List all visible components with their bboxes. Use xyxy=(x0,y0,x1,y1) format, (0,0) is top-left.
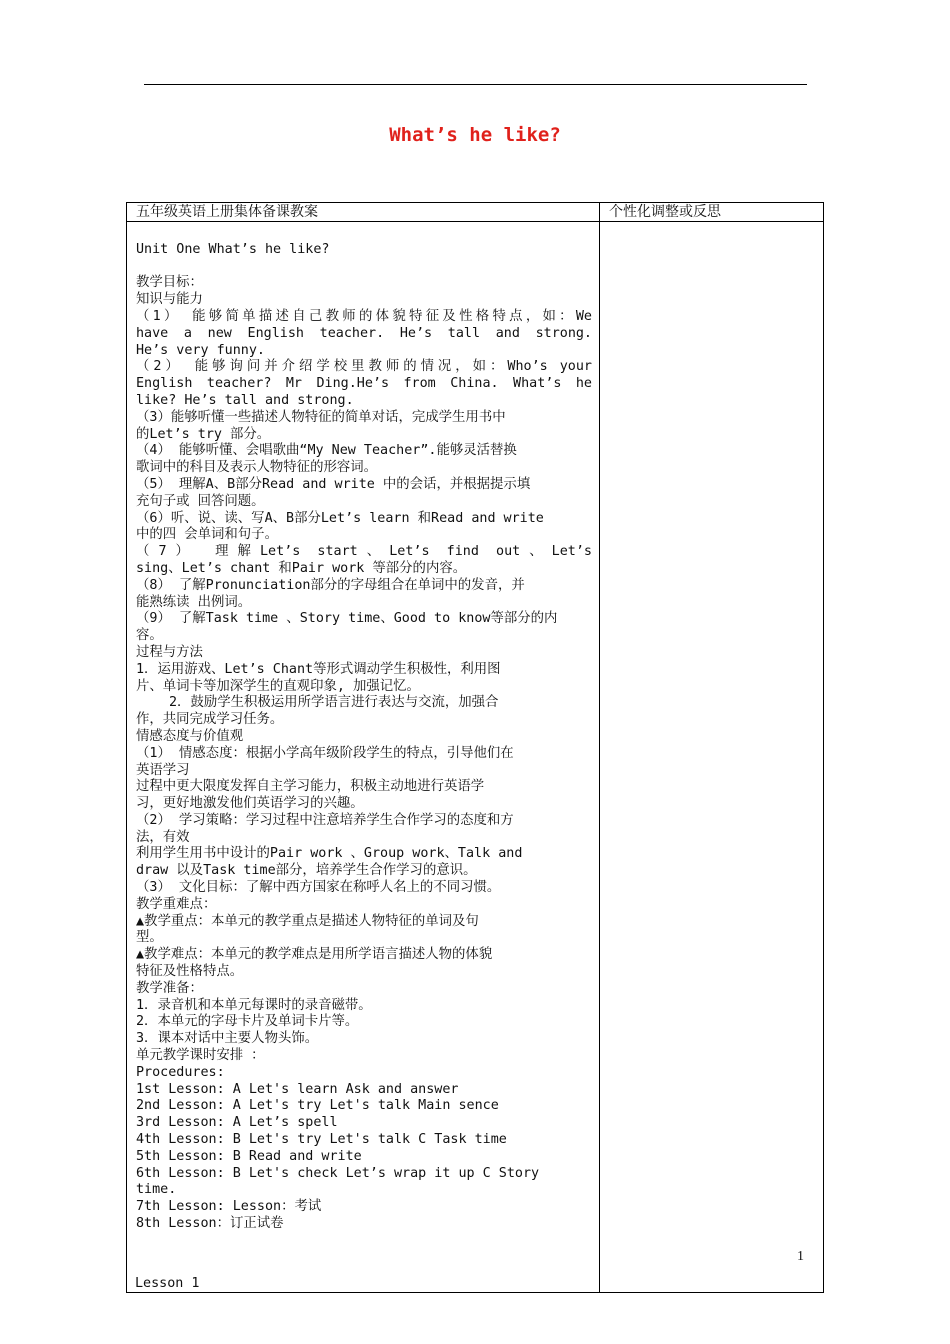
text-line: He’s very funny. xyxy=(136,342,265,358)
table-header-reflection: 个性化调整或反思 xyxy=(609,204,721,220)
text-line: Procedures: xyxy=(136,1064,225,1080)
document-title: What’s he like? xyxy=(389,124,561,146)
text-line: （7） 理解Let’s start、Let’s find out、Let’s xyxy=(136,544,592,560)
text-line: 8th Lesson：订正试卷 xyxy=(136,1216,284,1232)
text-line: （4） 能够听懂、会唱歌曲“My New Teacher”.能够灵活替换 xyxy=(136,443,517,459)
text-line: （8） 了解Pronunciation部分的字母组合在单词中的发音，并 xyxy=(136,577,525,593)
text-line: 3rd Lesson: A Let’s spell xyxy=(136,1115,338,1131)
text-line: 教学准备： xyxy=(136,980,203,996)
text-line: 过程与方法 xyxy=(136,644,203,660)
text-line: 6th Lesson: B Let's check Let’s wrap it up C Story xyxy=(136,1165,540,1181)
lesson-1-heading: Lesson 1 xyxy=(135,1276,200,1291)
text-line: （2） 学习策略：学习过程中注意培养学生合作学习的态度和方 xyxy=(136,812,514,828)
page-number: 1 xyxy=(797,1249,804,1264)
text-line: 2．鼓励学生积极运用所学语言进行表达与交流，加强合 xyxy=(169,695,499,711)
text-line: 能熟练读 出例词。 xyxy=(136,594,252,610)
text-line: （2） 能够询问并介绍学校里教师的情况，如：Who’s your xyxy=(136,359,592,375)
text-line: ▲教学难点：本单元的教学难点是用所学语言描述人物的体貌 xyxy=(136,947,493,963)
text-line: （3）能够听懂一些描述人物特征的简单对话，完成学生用书中 xyxy=(136,409,506,425)
text-line: （3） 文化目标：了解中西方国家在称呼人名上的不同习惯。 xyxy=(136,880,501,896)
text-line: like? He’s tall and strong. xyxy=(136,392,354,408)
text-line: 作，共同完成学习任务。 xyxy=(136,712,284,728)
text-line: have a new English teacher. He’s tall and strong. xyxy=(136,325,592,341)
text-line: 3．课本对话中主要人物头饰。 xyxy=(136,1031,319,1047)
header-divider xyxy=(127,221,823,222)
text-line: 5th Lesson: B Read and write xyxy=(136,1148,362,1164)
text-line: 型。 xyxy=(136,930,163,946)
text-line: 英语学习 xyxy=(136,762,190,778)
text-line: 知识与能力 xyxy=(136,292,203,308)
text-line: 过程中更大限度发挥自主学习能力，积极主动地进行英语学 xyxy=(136,779,485,795)
text-line: time. xyxy=(136,1182,177,1198)
text-line: 利用学生用书中设计的Pair work 、Group work、Talk and xyxy=(136,846,523,862)
text-line: 容。 xyxy=(136,628,163,644)
header-rule xyxy=(144,84,807,85)
text-line: （5） 理解A、B部分Read and write 中的会话，并根据提示填 xyxy=(136,476,531,492)
text-line: English teacher? Mr Ding.He’s from China. What’s he xyxy=(136,376,592,392)
text-line: draw 以及Task time部分，培养学生合作学习的意识。 xyxy=(136,863,477,879)
text-line: 1．运用游戏、Let’s Chant等形式调动学生积极性，利用图 xyxy=(136,661,501,677)
text-line: （1） 能够简单描述自己教师的体貌特征及性格特点，如：We xyxy=(136,308,592,324)
lesson-plan-table xyxy=(126,202,824,1293)
text-line: 法，有效 xyxy=(136,829,190,845)
text-line: 单元教学课时安排 ： xyxy=(136,1048,265,1064)
text-line: 2nd Lesson: A Let's try Let's talk Main sence xyxy=(136,1098,499,1114)
text-line: （6）听、说、读、写A、B部分Let’s learn 和Read and write xyxy=(136,510,544,526)
text-line: 充句子或 回答问题。 xyxy=(136,493,265,509)
unit-title: Unit One What’s he like? xyxy=(136,241,330,257)
text-line: 特征及性格特点。 xyxy=(136,964,244,980)
text-line: 2．本单元的字母卡片及单词卡片等。 xyxy=(136,1014,359,1030)
text-line: 歌词中的科目及表示人物特征的形容词。 xyxy=(136,460,378,476)
text-line: 教学重难点： xyxy=(136,896,217,912)
text-line: （1） 情感态度：根据小学高年级阶段学生的特点，引导他们在 xyxy=(136,745,514,761)
text-line: 中的四 会单词和句子。 xyxy=(136,527,278,543)
text-line: ▲教学重点：本单元的教学重点是描述人物特征的单词及句 xyxy=(136,913,479,929)
text-line: 教学目标： xyxy=(136,275,203,291)
text-line: （9） 了解Task time 、Story time、Good to know等部分的内 xyxy=(136,611,558,627)
text-line: 1．录音机和本单元每课时的录音磁带。 xyxy=(136,997,372,1013)
text-line: 4th Lesson: B Let's try Let's talk C Task time xyxy=(136,1132,507,1148)
text-line: 1st Lesson: A Let's learn Ask and answer xyxy=(136,1081,459,1097)
text-line: 情感态度与价值观 xyxy=(136,728,244,744)
lesson-plan-content xyxy=(136,225,592,1233)
text-line: 习，更好地激发他们英语学习的兴趣。 xyxy=(136,796,364,812)
text-line: 7th Lesson: Lesson：考试 xyxy=(136,1199,322,1215)
text-line: sing、Let’s chant 和Pair work 等部分的内容。 xyxy=(136,560,467,576)
text-line: 片、单词卡等加深学生的直观印象, 加强记忆。 xyxy=(136,678,420,694)
text-line: 的Let’s try 部分。 xyxy=(136,426,271,442)
column-divider xyxy=(599,203,600,1292)
table-header-plan: 五年级英语上册集体备课教案 xyxy=(136,204,318,220)
